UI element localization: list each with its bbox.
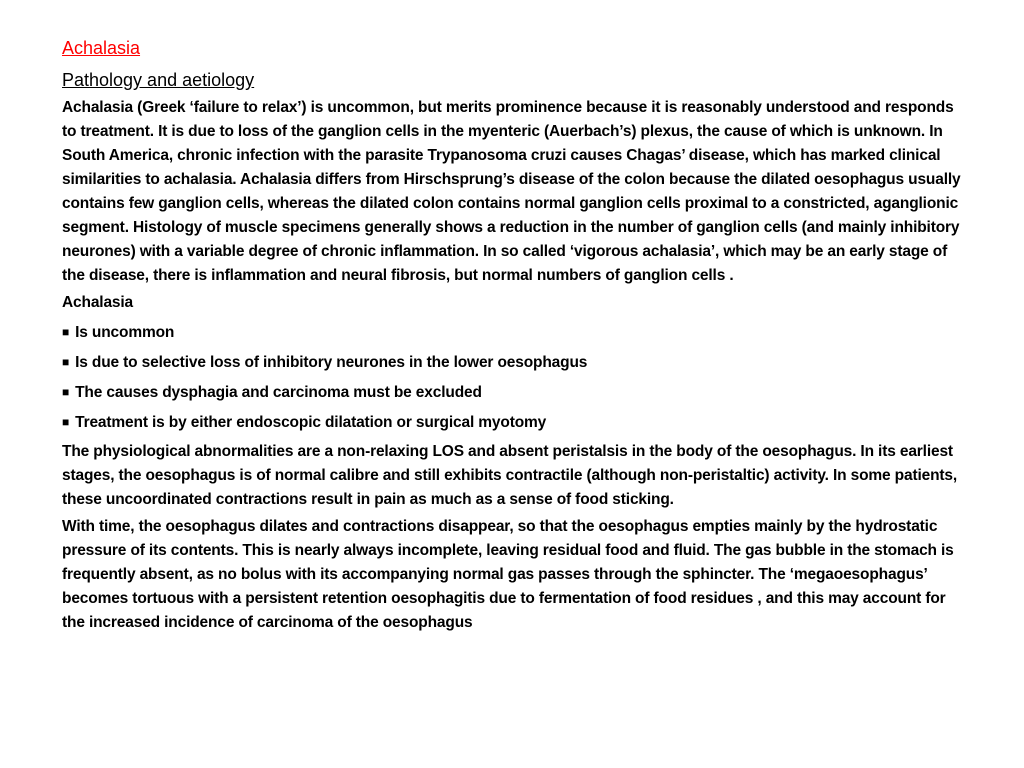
bullet-item	[62, 410, 968, 435]
bullet-text: Is uncommon	[75, 324, 175, 341]
square-bullet-icon: ■	[62, 385, 70, 399]
bullet-item	[62, 350, 968, 375]
bullet-item	[62, 320, 968, 345]
square-bullet-icon: ■	[62, 325, 70, 339]
bullet-text: Treatment is by either endoscopic dilatation or surgical myotomy	[75, 414, 547, 431]
paragraph-progression: With time, the oesophagus dilates and contractions disappear, so that the oesophagus empties mainly by the hydrostatic pressure of its contents. This is nearly always incomplete, leaving residual food and fluid. The gas bubble in the stomach is frequently absent, as no bolus with its accompanying normal gas passes through the sphincter. The ‘megaoesophagus’ becomes tortuous with a persistent retention oesophagitis due to fermentation of food residues , and this may account for the increased incidence of carcinoma of the oesophagus	[62, 518, 954, 631]
bullet-text: The causes dysphagia and carcinoma must be excluded	[75, 384, 482, 401]
square-bullet-icon: ■	[62, 415, 70, 429]
paragraph-pathology: Achalasia (Greek ‘failure to relax’) is uncommon, but merits prominence because it is reasonably understood and responds to treatment. It is due to loss of the ganglion cells in the myenteric (Auerbach’s) plexus, the cause of which is unknown. In South America, chronic infection with the parasite Trypanosoma cruzi causes Chagas’ disease, which has marked clinical similarities to achalasia. Achalasia differs from Hirschsprung’s disease of the colon because the dilated oesophagus usually contains few ganglion cells, whereas the dilated colon contains normal ganglion cells proximal to a constricted, aganglionic segment. Histology of muscle specimens generally shows a reduction in the number of ganglion cells (and mainly inhibitory neurones) with a variable degree of chronic inflammation. In so called ‘vigorous achalasia’, which may be an early stage of the disease, there is inflammation and neural fibrosis, but normal numbers of ganglion cells .	[62, 99, 961, 284]
bullet-item	[62, 380, 968, 405]
page-title: Achalasia	[62, 38, 141, 58]
section-subtitle: Pathology and aetiology	[62, 70, 255, 90]
bullet-text: Is due to selective loss of inhibitory neurones in the lower oesophagus	[75, 354, 588, 371]
summary-heading: Achalasia	[62, 294, 134, 311]
paragraph-physiology: The physiological abnormalities are a non-relaxing LOS and absent peristalsis in the body of the oesophagus. In its earliest stages, the oesophagus is of normal calibre and still exhibits contractile (although non-peristaltic) activity. In some patients, these uncoordinated contractions result in pain as much as a sense of food sticking.	[62, 443, 958, 508]
square-bullet-icon: ■	[62, 355, 70, 369]
